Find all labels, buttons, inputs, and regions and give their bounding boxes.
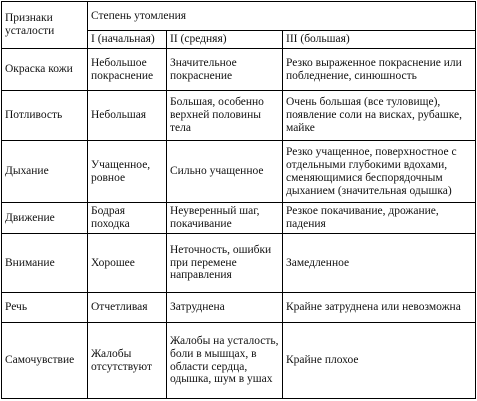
degree-1-cell: Учащенное, ровное	[88, 141, 167, 203]
table-row	[2, 234, 476, 293]
row-sign: Потливость	[2, 90, 88, 141]
degree-1-cell: Жалобы отсутствуют	[88, 323, 167, 399]
degree-3-cell: Очень большая (все туловище), появление соли на висках, рубашке, майке	[283, 90, 476, 141]
degree-2-cell: Жалобы на усталость, боли в мышцах, в области сердца, одышка, шум в ушах	[167, 323, 283, 399]
degree-2-cell: Неуверенный шаг, покачивание	[167, 203, 283, 234]
table-row	[2, 292, 476, 322]
table-row	[2, 141, 476, 203]
degree-1-cell: Небольшая	[88, 90, 167, 141]
degree-2-cell: Затруднена	[167, 292, 283, 322]
degree-1-cell: Отчетливая	[88, 292, 167, 322]
degree-1-cell: Хорошее	[88, 234, 167, 293]
header-degree-2: II (средняя)	[167, 31, 283, 49]
header-signs: Признаки усталости	[2, 2, 88, 49]
header-fatigue-degree: Степень утомления	[88, 2, 476, 31]
degree-3-cell: Замедленное	[283, 234, 476, 293]
degree-3-cell: Резко выраженное покраснение или побледнение, синюшность	[283, 49, 476, 90]
degree-1-cell: Небольшое покраснение	[88, 49, 167, 90]
degree-3-cell: Резкое покачивание, дрожание, падения	[283, 203, 476, 234]
row-sign: Движение	[2, 203, 88, 234]
degree-1-cell: Бодрая походка	[88, 203, 167, 234]
degree-2-cell: Большая, особенно верхней половины тела	[167, 90, 283, 141]
row-sign: Окраска кожи	[2, 49, 88, 90]
row-sign: Внимание	[2, 234, 88, 293]
degree-2-cell: Сильно учащенное	[167, 141, 283, 203]
degree-3-cell: Резко учащенное, поверхностное с отдельными глубокими вдохами, сменяющимися беспорядочным дыханием (значительная одышка)	[283, 141, 476, 203]
table-row	[2, 323, 476, 399]
row-sign: Речь	[2, 292, 88, 322]
header-row	[2, 2, 476, 31]
table-row	[2, 203, 476, 234]
row-sign: Дыхание	[2, 141, 88, 203]
fatigue-table	[1, 1, 476, 399]
degree-2-cell: Значительное покраснение	[167, 49, 283, 90]
table-row	[2, 90, 476, 141]
header-degree-3: III (большая)	[283, 31, 476, 49]
degree-2-cell: Неточность, ошибки при перемене направления	[167, 234, 283, 293]
row-sign: Самочувствие	[2, 323, 88, 399]
degree-3-cell: Крайне плохое	[283, 323, 476, 399]
header-degree-1: I (начальная)	[88, 31, 167, 49]
table-row	[2, 49, 476, 90]
degree-3-cell: Крайне затруднена или невозможна	[283, 292, 476, 322]
